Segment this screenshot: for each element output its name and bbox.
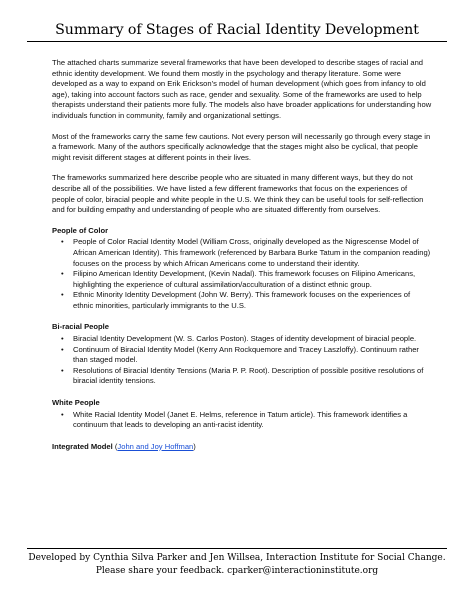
title-block bbox=[27, 22, 447, 42]
footer-feedback: Please share your feedback. cparker@interactioninstitute.org bbox=[95, 565, 379, 576]
list-item: • Resolutions of Biracial Identity Tensions (Maria P. P. Root). Description of possible positive resolutions of biracial identity tensions. bbox=[52, 366, 432, 387]
document-body bbox=[52, 58, 432, 452]
section-heading: Bi-racial People bbox=[52, 322, 109, 332]
hoffman-link[interactable]: John and Joy Hoffman bbox=[117, 441, 194, 451]
integrated-model-line bbox=[52, 442, 432, 453]
section-people-of-color bbox=[52, 226, 432, 312]
page-title: Summary of Stages of Racial Identity Development bbox=[55, 22, 419, 38]
intro-paragraph: The attached charts summarize several frameworks that have been developed to describe stages of racial and ethnic identity development. We found them mostly in the psychology and therapy literature. Some were developed as a way to expand on Erik Erickson’s model of human development (which goes from infancy to old age), taking into account factors such as race, gender and sexuality. Some of the frameworks are used to help therapists understand their patients more fully. The models also have broader applications for understanding how individuals function in community, family and organizational settings. bbox=[52, 58, 432, 120]
integrated-model-label: Integrated Model bbox=[52, 441, 113, 451]
open-paren: ( bbox=[114, 441, 118, 451]
section-white-people bbox=[52, 398, 432, 431]
bullet-list bbox=[52, 410, 432, 431]
bullet-list bbox=[52, 237, 432, 311]
section-biracial-people bbox=[52, 322, 432, 387]
list-item: • Ethnic Minority Identity Development (John W. Berry). This framework focuses on the experiences of ethnic minorities, particularly immigrants to the U.S. bbox=[52, 290, 432, 311]
list-item: • People of Color Racial Identity Model (William Cross, originally developed as the Nigrescense Model of African American Identity). This framework (referenced by Barbara Burke Tatum in the companion reading) focuses on the process by which African Americans come to understand their identity. bbox=[52, 237, 432, 269]
section-heading: People of Color bbox=[52, 225, 109, 235]
list-item: • Biracial Identity Development (W. S. Carlos Poston). Stages of identity development of biracial people. bbox=[52, 334, 432, 345]
footer-credit: Developed by Cynthia Silva Parker and Jen Willsea, Interaction Institute for Social Change. bbox=[28, 553, 446, 563]
list-item: • Continuum of Biracial Identity Model (Kerry Ann Rockquemore and Tracey Laszloffy). Continuum rather than staged model. bbox=[52, 345, 432, 366]
section-heading: White People bbox=[52, 398, 100, 408]
list-item: • White Racial Identity Model (Janet E. Helms, reference in Tatum article). This framework identifies a continuum that leads to developing an anti-racist identity. bbox=[52, 410, 432, 431]
footer bbox=[27, 548, 447, 577]
intro-paragraph: The frameworks summarized here describe people who are situated in many different ways, but they do not describe all of the possibilities. We have listed a few different frameworks that focus on the experiences of people of color, biracial people and white people in the U.S. We think they can be useful tools for self-reflection and for building empathy and understanding of people who are situated differently from ourselves. bbox=[52, 173, 424, 215]
close-paren: ) bbox=[193, 441, 196, 451]
intro-paragraph: Most of the frameworks carry the same few cautions. Not every person will necessarily go through every stage in a framework. Many of the authors specifically acknowledge that the stages might also be cyclical, that people might revisit different stages at different points in their lives. bbox=[52, 131, 431, 162]
bullet-list bbox=[52, 334, 432, 387]
list-item: • Filipino American Identity Development, (Kevin Nadal). This framework focuses on Filipino Americans, highlighting the experience of cultural assimilation/acculturation of a distinct ethnic group. bbox=[52, 269, 432, 290]
